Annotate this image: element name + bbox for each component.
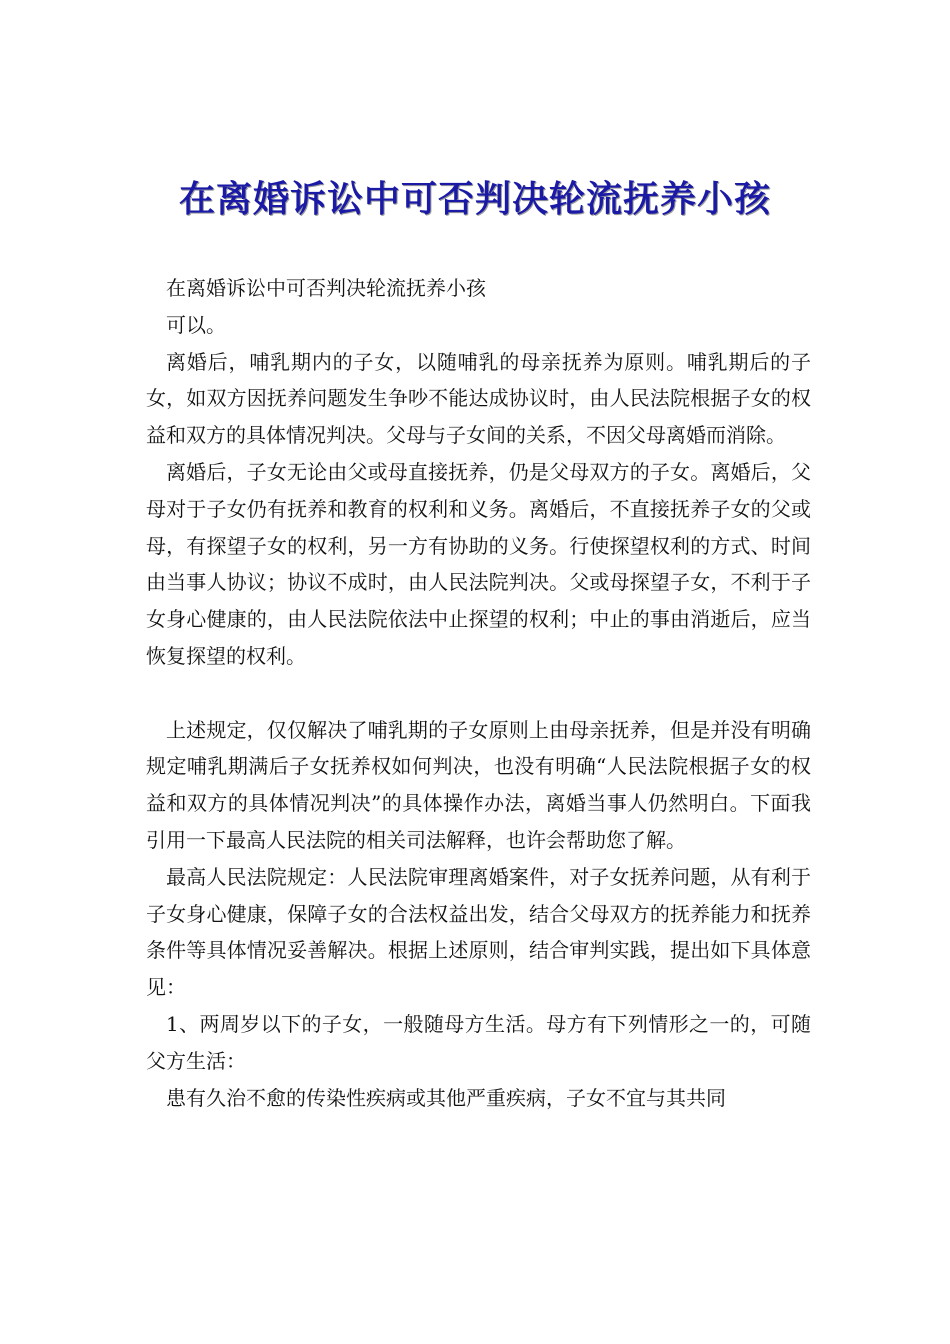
document-title: 在离婚诉讼中可否判决轮流抚养小孩: [178, 179, 771, 220]
paragraph-nursing-rule: 离婚后，哺乳期内的子女，以随哺乳的母亲抚养为原则。哺乳期后的子女，如双方因抚养问题发生争吵不能达成协议时，由人民法院根据子女的权益和双方的具体情况判决。父母与子女间的关系，不因父母离婚而消除。: [146, 349, 811, 448]
paragraph-answer: 可以。: [166, 312, 226, 337]
paragraph-spacer: [146, 675, 811, 712]
paragraph-subtitle: 在离婚诉讼中可否判决轮流抚养小孩: [166, 276, 486, 300]
paragraph-commentary: 上述规定，仅仅解决了哺乳期的子女原则上由母亲抚养，但是并没有明确规定哺乳期满后子女抚养权如何判决，也没有明确“人民法院根据子女的权益和双方的具体情况判决”的具体操作办法，离婚当事人仍然明白。下面我引用一下最高人民法院的相关司法解释，也许会帮助您了解。: [146, 717, 811, 852]
paragraph-supreme-court: 最高人民法院规定：人民法院审理离婚案件，对子女抚养问题，从有利于子女身心健康，保障子女的合法权益出发，结合父母双方的抚养能力和抚养条件等具体情况妥善解决。根据上述原则，结合审判实践，提出如下具体意见：: [146, 864, 811, 1000]
document-body: [146, 270, 811, 1116]
paragraph-visitation-rights: 离婚后，子女无论由父或母直接抚养，仍是父母双方的子女。离婚后，父母对于子女仍有抚养和教育的权利和义务。离婚后，不直接抚养子女的父或母，有探望子女的权利，另一方有协助的义务。行使探望权利的方式、时间由当事人协议；协议不成时，由人民法院判决。父或母探望子女，不利于子女身心健康的，由人民法院依法中止探望的权利；中止的事由消逝后，应当恢复探望的权利。: [146, 459, 811, 668]
paragraph-item-1-condition: 患有久治不愈的传染性疾病或其他严重疾病，子女不宜与其共同: [166, 1085, 726, 1110]
paragraph-item-1: 1、两周岁以下的子女，一般随母方生活。母方有下列情形之一的，可随父方生活：: [146, 1011, 811, 1073]
